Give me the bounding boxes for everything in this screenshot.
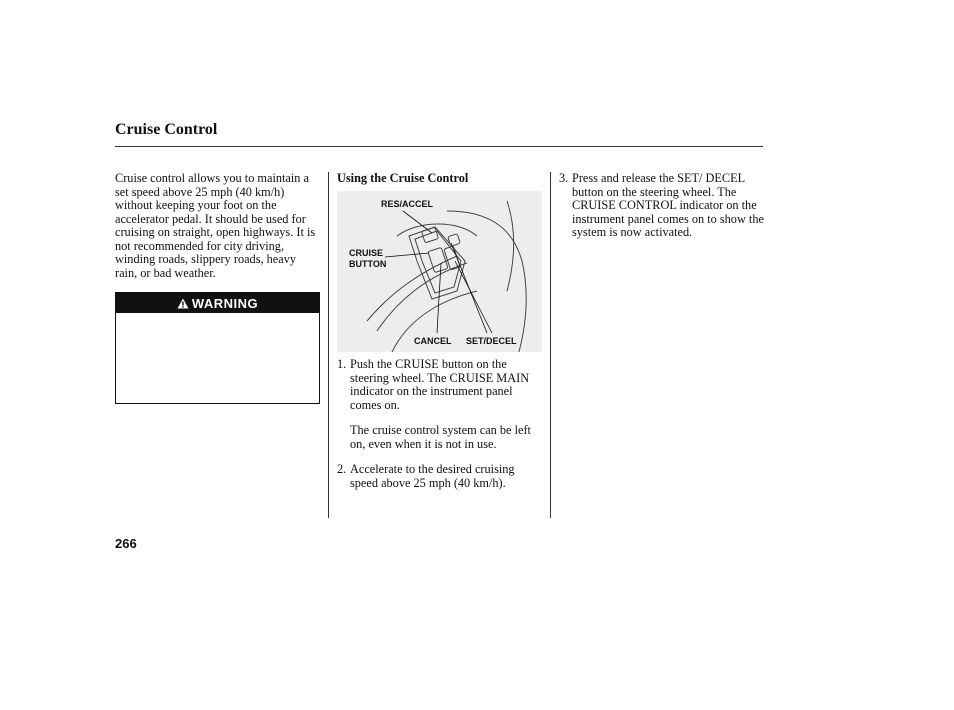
step-1-note: The cruise control system can be left on, even when it is not in use. <box>350 423 531 451</box>
page-title: Cruise Control <box>115 121 218 138</box>
column-divider-1 <box>328 172 329 518</box>
steering-wheel-figure <box>337 191 542 352</box>
step-2: 2. Accelerate to the desired cruising speed above 25 mph (40 km/h). <box>337 462 515 490</box>
section-heading: Using the Cruise Control <box>337 171 469 185</box>
label-res-accel: RES/ACCEL <box>381 199 434 209</box>
warning-label: WARNING <box>191 295 259 311</box>
warning-header <box>116 293 319 313</box>
label-cruise: CRUISE <box>349 248 384 258</box>
warning-box <box>115 292 320 404</box>
steering-wheel-illustration <box>337 191 542 352</box>
title-rule <box>115 146 763 147</box>
label-button: BUTTON <box>349 259 387 269</box>
step-3: 3. Press and release the SET/ DECEL button on the steering wheel. The CRUISE CONTROL indicator on the instrument panel comes on to show the system is now activated. <box>559 171 764 239</box>
step-3-column <box>559 172 764 240</box>
intro-paragraph: Cruise control allows you to maintain a set speed above 25 mph (40 km/h) without keeping your foot on the accelerator pedal. It should be used for cruising on straight, open highways. It is not recommended for city driving, winding roads, slippery roads, heavy rain, or bad weather. <box>115 171 316 280</box>
using-section <box>337 172 542 186</box>
label-cancel: CANCEL <box>414 336 452 346</box>
steps-list <box>337 358 542 490</box>
label-set-decel: SET/DECEL <box>466 336 517 346</box>
step-1: 1. Push the CRUISE button on the steering wheel. The CRUISE MAIN indicator on the instrument panel comes on. <box>337 357 530 412</box>
warning-triangle-icon <box>177 298 189 309</box>
page-number: 266 <box>115 536 137 551</box>
column-divider-2 <box>550 172 551 518</box>
